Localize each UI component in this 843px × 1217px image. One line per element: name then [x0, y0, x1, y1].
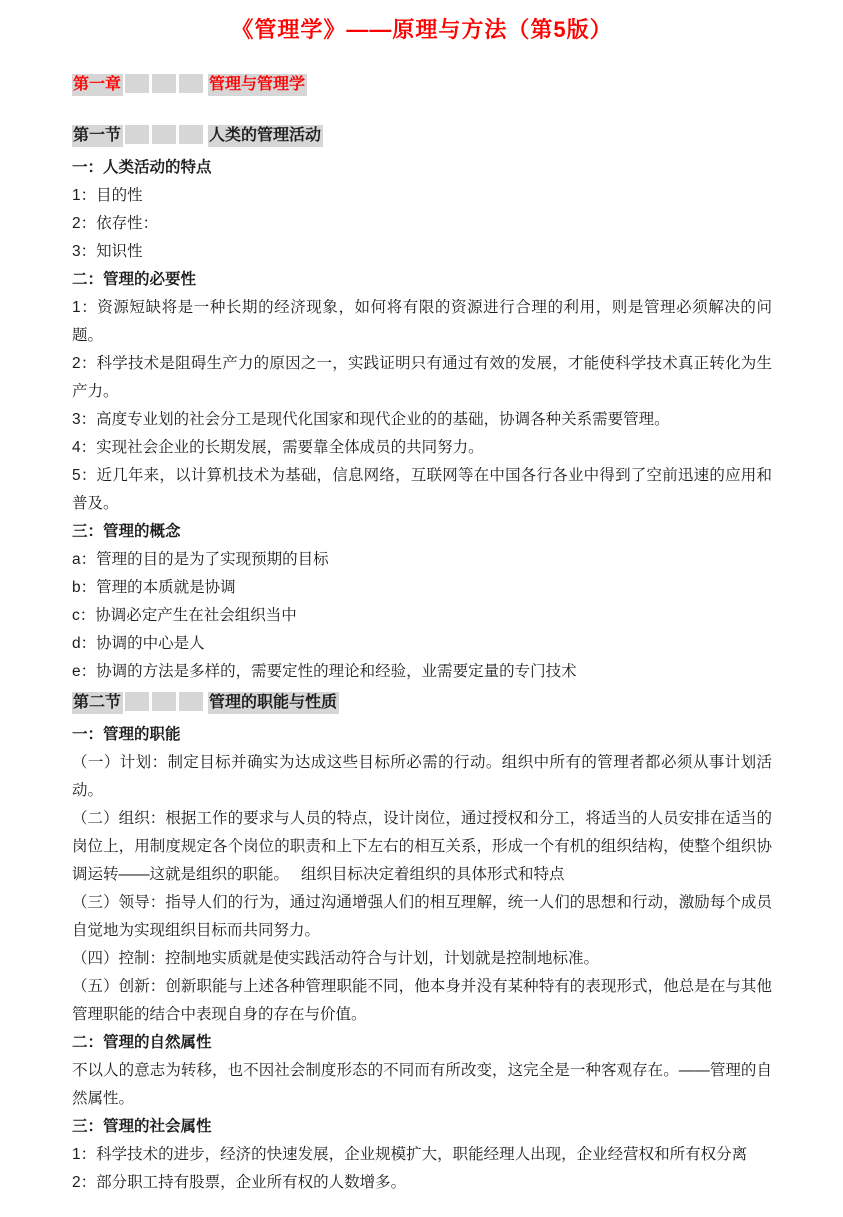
section-2-label: 第二节 — [72, 692, 123, 714]
paragraph: d：协调的中心是人 — [72, 635, 205, 652]
chapter-tab-highlight — [125, 74, 206, 93]
section-1-title: 人类的管理活动 — [208, 125, 323, 147]
paragraph: c：协调必定产生在社会组织当中 — [72, 607, 297, 624]
section-1-body — [72, 154, 772, 686]
section-2-title: 管理的职能与性质 — [208, 692, 339, 714]
paragraph: 1：资源短缺将是一种长期的经济现象，如何将有限的资源进行合理的利用，则是管理必须解决的问题。 — [72, 299, 772, 344]
paragraph: a：管理的目的是为了实现预期的目标 — [72, 551, 329, 568]
paragraph: 2：依存性： — [72, 215, 159, 232]
subheading: 二：管理的自然属性 — [72, 1034, 212, 1051]
chapter-heading — [72, 74, 772, 95]
subheading: 一：管理的职能 — [72, 726, 181, 743]
section-heading-1 — [72, 125, 772, 146]
paragraph: （三）领导：指导人们的行为，通过沟通增强人们的相互理解，统一人们的思想和行动，激励每个成员自觉地为实现组织目标而共同努力。 — [72, 894, 772, 939]
paragraph: （五）创新：创新职能与上述各种管理职能不同，他本身并没有某种特有的表现形式，他总是在与其他管理职能的结合中表现自身的存在与价值。 — [72, 978, 772, 1023]
paragraph: （一）计划：制定目标并确实为达成这些目标所必需的行动。组织中所有的管理者都必须从事计划活动。 — [72, 754, 772, 799]
subheading: 一：人类活动的特点 — [72, 159, 212, 176]
chapter-label: 第一章 — [72, 74, 123, 96]
paragraph: 不以人的意志为转移，也不因社会制度形态的不同而有所改变，这完全是一种客观存在。——管理的自然属性。 — [72, 1062, 772, 1107]
section-1-tab-highlight — [125, 125, 206, 144]
subheading: 三：管理的概念 — [72, 523, 181, 540]
paragraph: 1：目的性 — [72, 187, 143, 204]
section-heading-2 — [72, 692, 772, 713]
paragraph: 5：近几年来，以计算机技术为基础，信息网络，互联网等在中国各行各业中得到了空前迅速的应用和普及。 — [72, 467, 772, 512]
paragraph: 3：高度专业划的社会分工是现代化国家和现代企业的的基础，协调各种关系需要管理。 — [72, 411, 670, 428]
paragraph: 4：实现社会企业的长期发展，需要靠全体成员的共同努力。 — [72, 439, 484, 456]
chapter-title: 管理与管理学 — [208, 74, 307, 96]
section-2-tab-highlight — [125, 692, 206, 711]
section-1-label: 第一节 — [72, 125, 123, 147]
paragraph: （四）控制：控制地实质就是使实践活动符合与计划，计划就是控制地标准。 — [72, 950, 600, 967]
paragraph: b：管理的本质就是协调 — [72, 579, 236, 596]
document-title: 《管理学》——原理与方法（第5版） — [231, 17, 613, 42]
paragraph: 2：部分职工持有股票，企业所有权的人数增多。 — [72, 1174, 407, 1191]
paragraph: e：协调的方法是多样的，需要定性的理论和经验，业需要定量的专门技术 — [72, 663, 577, 680]
subheading: 二：管理的必要性 — [72, 271, 197, 288]
paragraph: 2：科学技术是阻碍生产力的原因之一，实践证明只有通过有效的发展，才能使科学技术真正转化为生产力。 — [72, 355, 772, 400]
subheading: 三：管理的社会属性 — [72, 1118, 212, 1135]
paragraph: 3：知识性 — [72, 243, 143, 260]
paragraph: 1：科学技术的进步，经济的快速发展，企业规模扩大，职能经理人出现，企业经营权和所有权分离 — [72, 1146, 748, 1163]
paragraph: （二）组织：根据工作的要求与人员的特点，设计岗位，通过授权和分工，将适当的人员安排在适当的岗位上，用制度规定各个岗位的职责和上下左右的相互关系，形成一个有机的组织结构，使整个组织协调运转——这就是组织的职能。 组织目标决定着组织的具体形式和特点 — [72, 810, 772, 883]
section-2-body — [72, 721, 772, 1197]
